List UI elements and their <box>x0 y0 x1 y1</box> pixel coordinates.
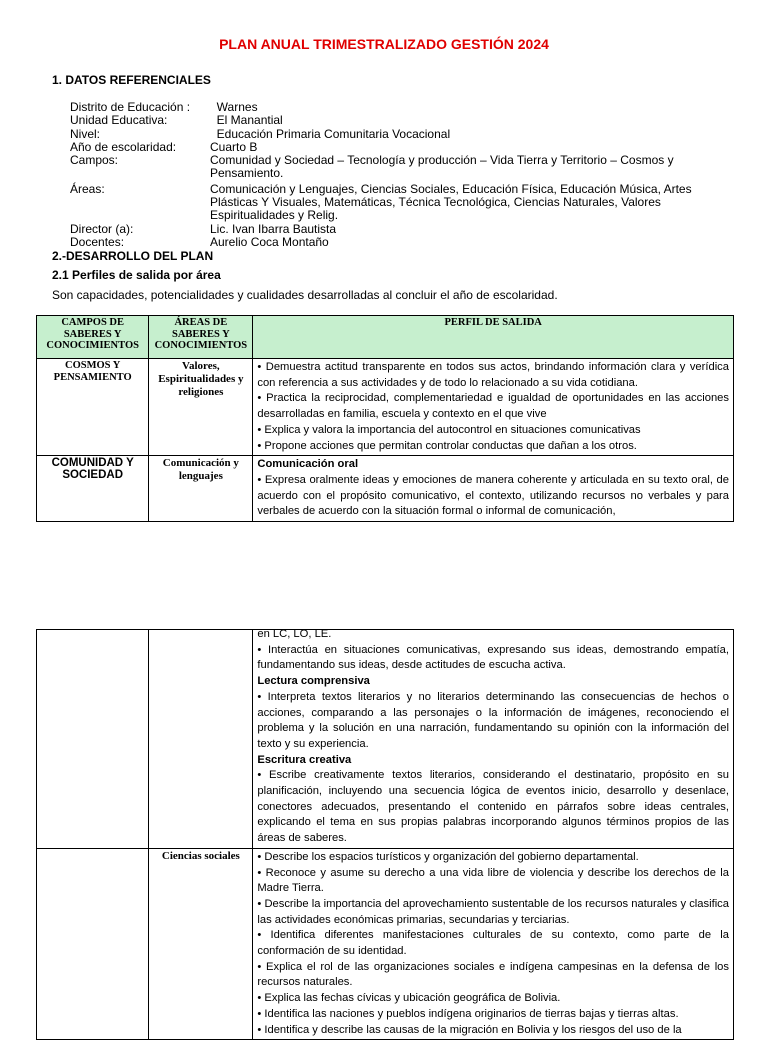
perfil-subheading: Escritura creativa <box>257 753 352 766</box>
area-cell: Valores, Espiritualidades y religiones <box>149 359 253 456</box>
table-row <box>37 456 734 522</box>
table-row <box>37 848 734 1039</box>
campo-cell-empty <box>37 630 149 849</box>
section-heading-datos: 1. DATOS REFERENCIALES <box>52 73 211 87</box>
ref-value: Educación Primaria Comunitaria Vocacional <box>210 126 451 141</box>
ref-key: Unidad Educativa: <box>70 113 168 128</box>
perfil-item: • Describe los espacios turísticos y organización del gobierno departamental. <box>257 850 639 863</box>
perfil-cell <box>253 848 734 1039</box>
perfil-item: • Interpreta textos literarios y no literarios determinando las consecuencias de hechos o acciones, comparando a las personajes o la información de imágenes, reconociendo el problema y la solución en una narración, fundamentando su opinión con la información del texto y su experiencia. <box>257 690 729 750</box>
header-campos: CAMPOS DE SABERES Y CONOCIMIENTOS <box>37 316 149 359</box>
intro-text: Son capacidades, potencialidades y cualidades desarrolladas al concluir el año de escolaridad. <box>52 288 558 302</box>
perfiles-table <box>36 315 734 522</box>
reference-data-list <box>70 101 740 249</box>
area-cell: Comunicación y lenguajes <box>149 456 253 522</box>
area-cell: Ciencias sociales <box>149 848 253 1039</box>
perfil-subheading: Lectura comprensiva <box>257 675 370 688</box>
ref-row <box>70 101 740 114</box>
ref-row <box>70 114 740 127</box>
perfil-item: en LC, LO, LE. <box>257 628 332 640</box>
subsection-heading-perfiles: 2.1 Perfiles de salida por área <box>52 268 221 282</box>
ref-row <box>70 154 740 181</box>
ref-value: Aurelio Coca Montaño <box>210 234 329 249</box>
ref-value: El Manantial <box>210 113 283 128</box>
header-perfil: PERFIL DE SALIDA <box>253 316 734 359</box>
ref-row <box>70 183 740 223</box>
perfil-item: • Explica y valora la importancia del autocontrol en situaciones comunicativas <box>257 423 641 436</box>
section-heading-desarrollo: 2.-DESARROLLO DEL PLAN <box>52 249 214 263</box>
perfil-item: • Identifica y describe las causas de la migración en Bolivia y los riesgos del uso de la <box>257 1023 682 1036</box>
campo-cell: COMUNIDAD Y SOCIEDAD <box>37 456 149 522</box>
perfil-item: • Propone acciones que permitan controlar conductas que dañan a los otros. <box>257 439 637 452</box>
perfiles-table-continued <box>36 629 734 1040</box>
perfil-item: • Explica el rol de las organizaciones sociales e indígena campesinas en la defensa de los recursos naturales. <box>257 960 729 989</box>
ref-key: Áreas: <box>70 181 105 196</box>
ref-key: Distrito de Educación : <box>70 100 191 114</box>
perfil-cell <box>253 456 734 522</box>
perfil-item: • Demuestra actitud transparente en todos sus actos, brindando información clara y verídica con referencia a sus actividades y de todo lo relacionado a su vida cotidiana. <box>257 361 729 389</box>
perfil-item: • Describe la importancia del aprovechamiento sustentable de los recursos naturales y clasifica las actividades económicas primarias, secundarias y terciarias. <box>257 897 729 926</box>
perfil-item: • Reconoce y asume su derecho a una vida libre de violencia y describe los derechos de la Madre Tierra. <box>257 866 729 895</box>
perfil-cell <box>253 630 734 849</box>
document-title: PLAN ANUAL TRIMESTRALIZADO GESTIÓN 2024 <box>219 36 549 52</box>
campo-cell-empty <box>37 848 149 1039</box>
perfil-item: • Identifica diferentes manifestaciones culturales de su contexto, como parte de la conformación de su identidad. <box>257 929 729 958</box>
ref-row <box>70 223 740 236</box>
perfil-subheading: Comunicación oral <box>257 458 359 471</box>
area-cell-empty <box>149 630 253 849</box>
perfil-cell <box>253 359 734 456</box>
perfil-item: • Identifica las naciones y pueblos indígena originarios de tierras bajas y tierras altas. <box>257 1007 679 1020</box>
ref-value: Cuarto B <box>210 139 258 154</box>
perfil-item: • Expresa oralmente ideas y emociones de manera coherente y articulada en su texto oral, de acuerdo con el propósito comunicativo, el contexto, utilizando recursos no verbales y para verbales de acuerdo con la situación formal o informal de comunicación, <box>257 473 729 518</box>
ref-value: Warnes <box>210 100 258 114</box>
table-row <box>37 630 734 849</box>
ref-row <box>70 128 740 141</box>
perfil-item: • Escribe creativamente textos literarios, considerando el destinatario, propósito en su planificación, incluyendo una secuencia lógica de eventos inicio, desarrollo y desenlace, conectores adecuados, presentando el contenido en párrafos sobre ideas centrales, explicando el tema en sus propias palabras incorporando algunos términos propios de las áreas de saberes. <box>257 769 729 845</box>
ref-value: Comunicación y Lenguajes, Ciencias Sociales, Educación Física, Educación Música, Artes Plásticas Y Visuales, Matemáticas, Técnica Tecnológica, Ciencias Naturales, Valores Espiritualidades y Relig. <box>210 181 692 223</box>
table-header-row <box>37 316 734 359</box>
ref-row <box>70 236 740 249</box>
ref-value: Lic. Ivan Ibarra Bautista <box>210 221 337 236</box>
table-row <box>37 359 734 456</box>
perfil-item: • Practica la reciprocidad, complementariedad e igualdad de oportunidades en las acciones desarrolladas en familia, escuela y contexto en el que vive <box>257 392 729 421</box>
campo-cell: COSMOS Y PENSAMIENTO <box>37 359 149 456</box>
header-areas: ÁREAS DE SABERES Y CONOCIMIENTOS <box>149 316 253 359</box>
ref-key: Director (a): <box>70 221 134 236</box>
ref-key: Docentes: <box>70 234 125 249</box>
perfil-item: • Explica las fechas cívicas y ubicación geográfica de Bolivia. <box>257 992 561 1005</box>
ref-key: Año de escolaridad: <box>70 139 177 154</box>
ref-value: Comunidad y Sociedad – Tecnología y producción – Vida Tierra y Territorio – Cosmos y Pensamiento. <box>210 153 674 181</box>
perfil-item: • Interactúa en situaciones comunicativas, expresando sus ideas, demostrando empatía, fundamentando sus ideas, desde actitudes de escucha activa. <box>257 643 729 672</box>
ref-row <box>70 141 740 154</box>
ref-key: Campos: <box>70 153 119 168</box>
ref-key: Nivel: <box>70 126 101 141</box>
